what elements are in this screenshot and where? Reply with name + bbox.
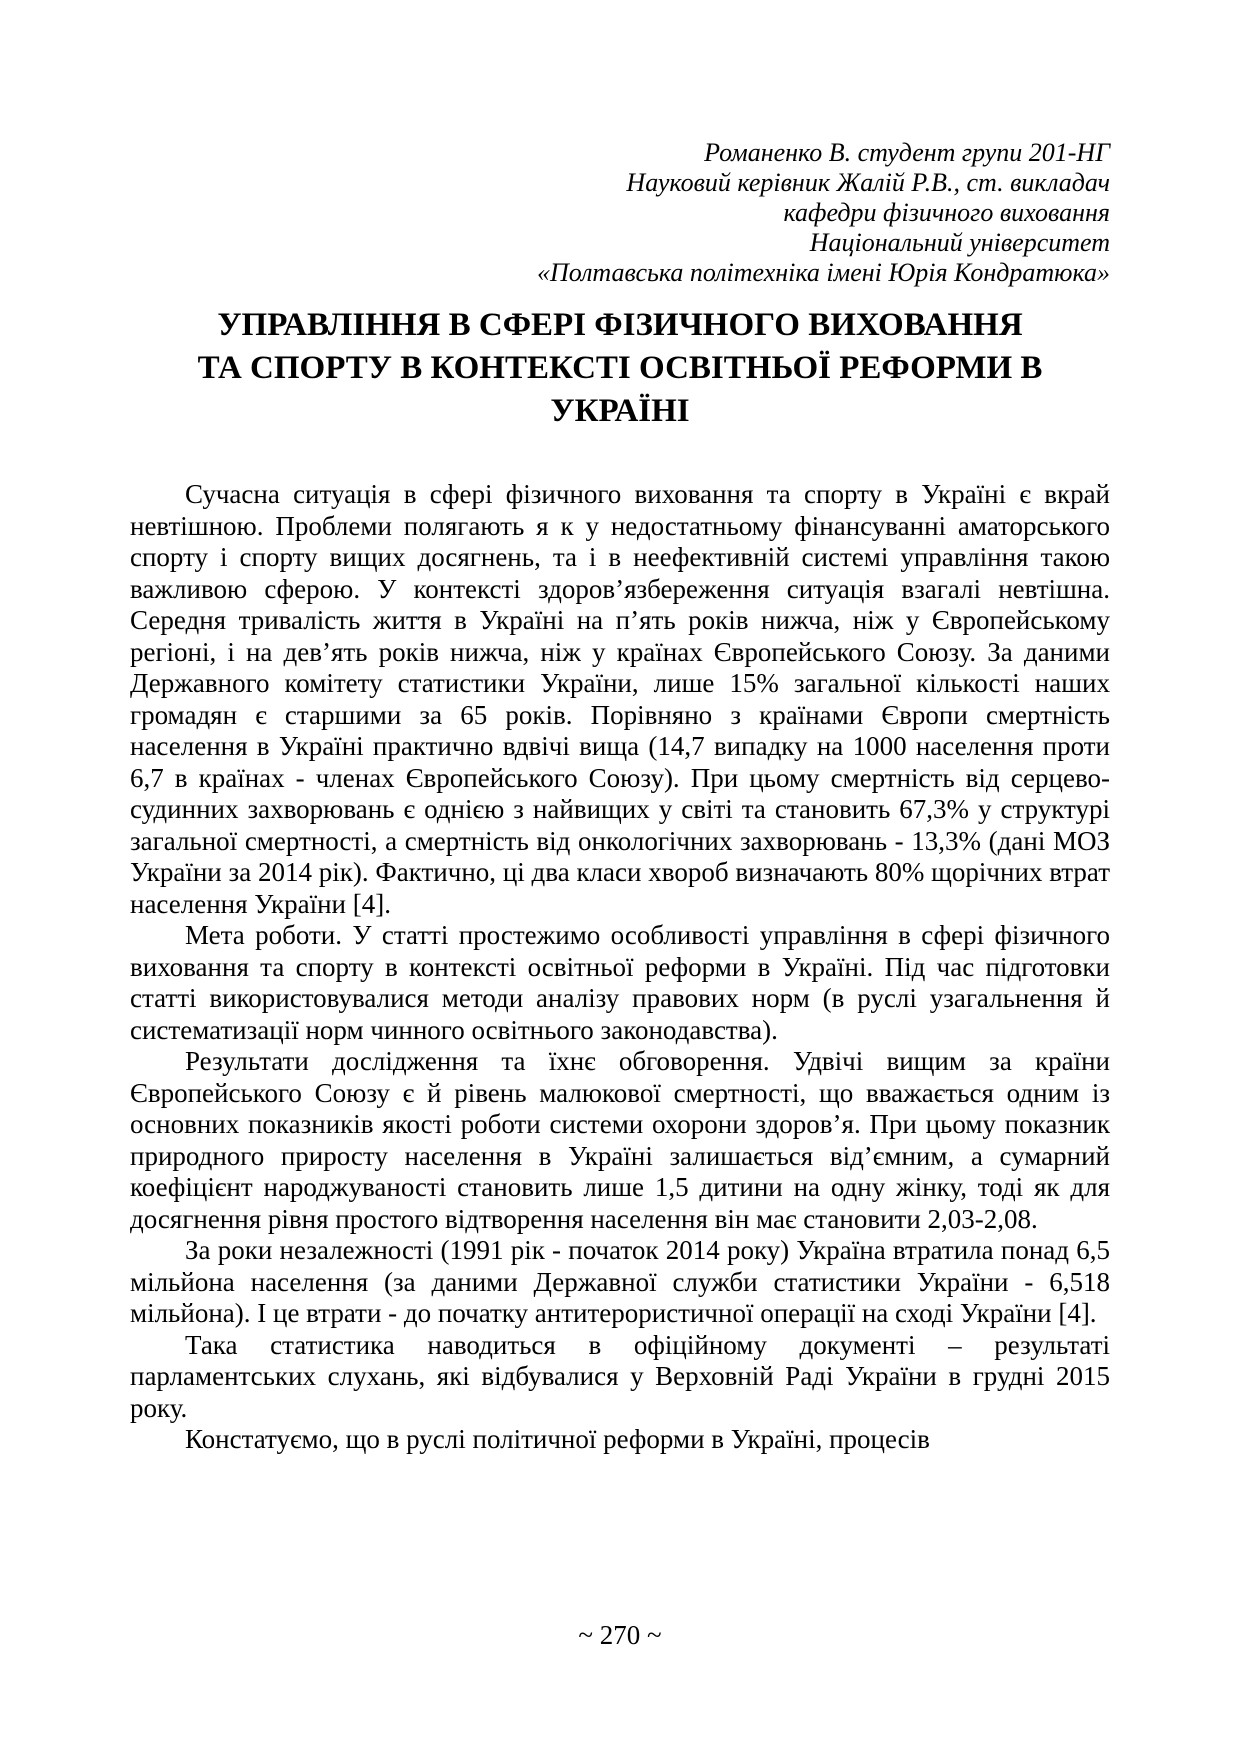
author-line-university-name: «Полтавська політехніка імені Юрія Кондратюка» [536,258,1110,287]
paragraph-intro: Сучасна ситуація в сфері фізичного виховання та спорту в Україні є вкрай невтішною. Проблеми полягають я к у недостатньому фінансуванні аматорського спорту і спорту вищих досягнень, та і в неефективній системі управління такою важливою сферою. У контексті здоров’язбереження ситуація взагалі невтішна. Середня тривалість життя в Україні на п’ять років нижча, ніж у Європейському регіоні, і на дев’ять років нижча, ніж у країнах Європейського Союзу. За даними Державного комітету статистики України, лише 15% загальної кількості наших громадян є старшими за 65 років. Порівняно з країнами Європи смертність населення в Україні практично вдвічі вища (14,7 випадку на 1000 населення проти 6,7 в країнах - членах Європейського Союзу). При цьому смертність від серцево-судинних захворювань є однією з найвищих у світі та становить 67,3% у структурі загальної смертності, а смертність від онкологічних захворювань - 13,3% (дані МОЗ України за 2014 рік). Фактично, ці два класи хвороб визначають 80% щорічних втрат населення України [4]. [130,479,1110,919]
paragraph-goal: Мета роботи. У статті простежимо особливості управління в сфері фізичного виховання та спорту в контексті освітньої реформи в Україні. Під час підготовки статті використовувалися методи аналізу правових норм (в руслі узагальнення й систематизації норм чинного освітнього законодавства). [130,920,1110,1045]
article-title-line-2: ТА СПОРТУ В КОНТЕКСТІ ОСВІТНЬОЇ РЕФОРМИ В [197,350,1043,386]
paragraph-conclusion-start: Констатуємо, що в руслі політичної реформи в Україні, процесів [185,1424,930,1454]
author-line-supervisor: Науковий керівник Жалій Р.В., ст. викладач [626,168,1110,197]
article-title-line-3: УКРАЇНІ [550,393,690,429]
paragraph-results: Результати дослідження та їхнє обговорення. Удвічі вищим за країни Європейського Союзу є й рівень малюкової смертності, що вважається одним із основних показників якості роботи системи охорони здоров’я. При цьому показник природного приросту населення в Україні залишається від’ємним, а сумарний коефіцієнт народжуваності становить лише 1,5 дитини на одну жінку, тоді як для досягнення рівня простого відтворення населення він має становити 2,03-2,08. [130,1046,1110,1234]
author-line-department: кафедри фізичного виховання [783,198,1110,227]
author-block [130,138,1110,288]
article-title [130,304,1110,433]
author-line-university: Національний університет [809,228,1110,257]
article-title-line-1: УПРАВЛІННЯ В СФЕРІ ФІЗИЧНОГО ВИХОВАННЯ [217,307,1023,343]
paragraph-official-statistics: Така статистика наводиться в офіційному документі – результаті парламентських слухань, які відбувалися у Верховній Раді України в грудні 2015 року. [130,1329,1110,1423]
page-number: ~ 270 ~ [578,1620,662,1650]
author-line-name: Романенко В. студент групи 201-НГ [704,138,1110,167]
article-body [130,479,1110,1456]
paragraph-independence-losses: За роки незалежності (1991 рік - початок 2014 року) Україна втратила понад 6,5 мільйона населення (за даними Державної служби статистики України - 6,518 мільйона). І це втрати - до початку антитерористичної операції на сході України [4]. [130,1235,1110,1328]
